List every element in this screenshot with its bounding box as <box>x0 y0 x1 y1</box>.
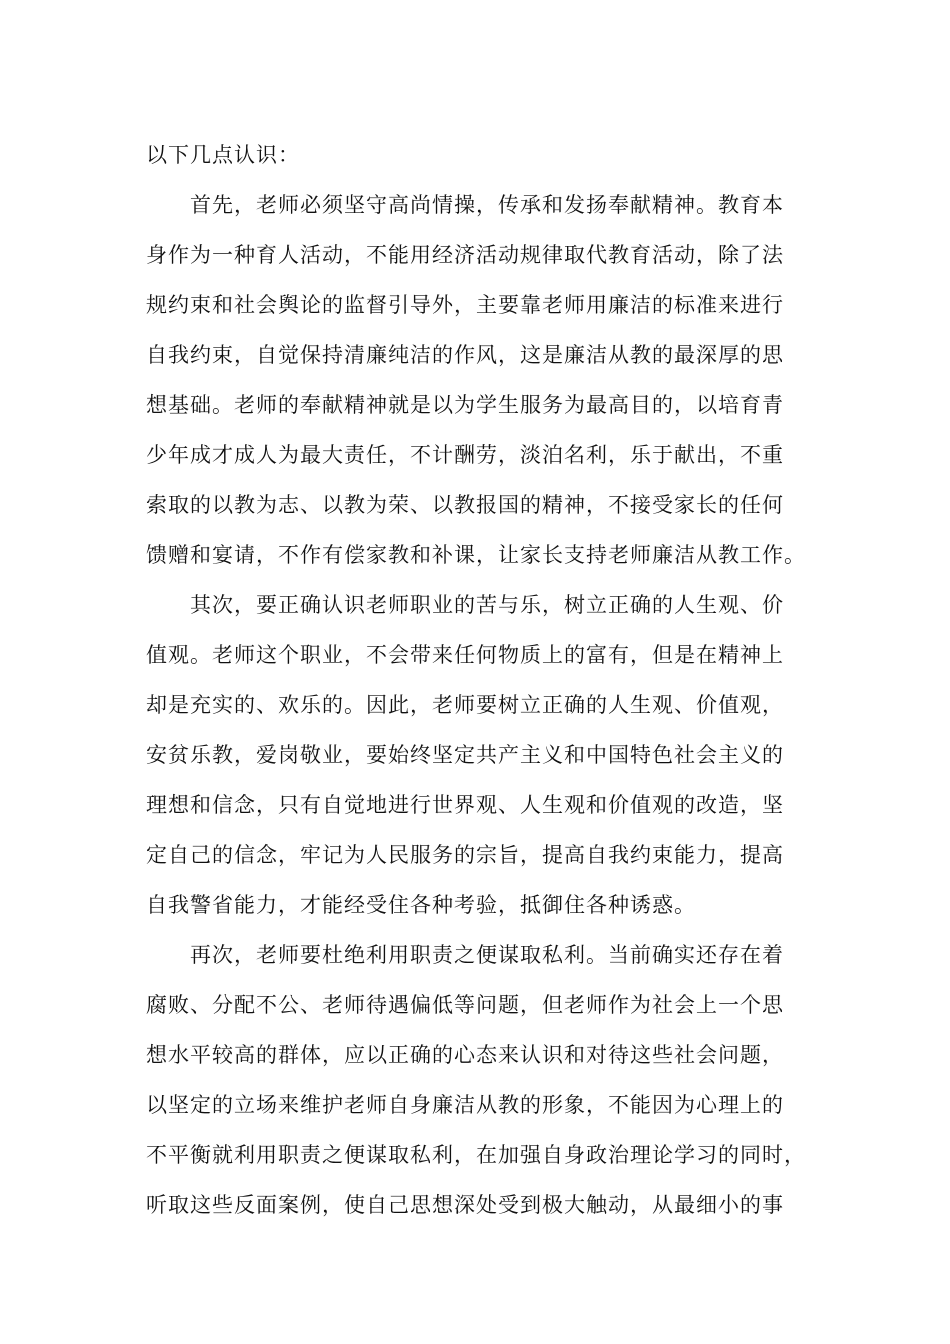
paragraph-start-line: 再次，老师要杜绝利用职责之便谋取私利。当前确实还存在着 <box>190 943 784 967</box>
text-line: 定自己的信念，牢记为人民服务的宗旨，提高自我约束能力，提高 <box>146 843 784 867</box>
text-line: 值观。老师这个职业，不会带来任何物质上的富有，但是在精神上 <box>146 643 784 667</box>
text-line: 听取这些反面案例，使自己思想深处受到极大触动，从最细小的事 <box>146 1193 784 1217</box>
text-line: 自我约束，自觉保持清廉纯洁的作风，这是廉洁从教的最深厚的思 <box>146 343 784 367</box>
text-line: 身作为一种育人活动，不能用经济活动规律取代教育活动，除了法 <box>146 243 784 267</box>
text-line: 以坚定的立场来维护老师自身廉洁从教的形象，不能因为心理上的 <box>146 1093 784 1117</box>
text-line: 想水平较高的群体，应以正确的心态来认识和对待这些社会问题， <box>146 1043 784 1067</box>
text-line: 规约束和社会舆论的监督引导外，主要靠老师用廉洁的标准来进行 <box>146 293 784 317</box>
text-line: 想基础。老师的奉献精神就是以为学生服务为最高目的，以培育青 <box>146 393 784 417</box>
text-line: 少年成才成人为最大责任，不计酬劳，淡泊名利，乐于献出，不重 <box>146 443 784 467</box>
text-line: 安贫乐教，爱岗敬业，要始终坚定共产主义和中国特色社会主义的 <box>146 743 784 767</box>
text-line: 理想和信念，只有自觉地进行世界观、人生观和价值观的改造，坚 <box>146 793 784 817</box>
text-line: 索取的以教为志、以教为荣、以教报国的精神，不接受家长的任何 <box>146 493 784 517</box>
text-line: 不平衡就利用职责之便谋取私利，在加强自身政治理论学习的同时， <box>146 1143 806 1167</box>
document-body <box>146 130 826 1230</box>
text-line: 自我警省能力，才能经受住各种考验，抵御住各种诱惑。 <box>146 893 696 917</box>
text-line: 腐败、分配不公、老师待遇偏低等问题，但老师作为社会上一个思 <box>146 993 784 1017</box>
text-line: 以下几点认识： <box>146 143 300 167</box>
paragraph-start-line: 其次，要正确认识老师职业的苦与乐，树立正确的人生观、价 <box>190 593 784 617</box>
paragraph-start-line: 首先，老师必须坚守高尚情操，传承和发扬奉献精神。教育本 <box>190 193 784 217</box>
text-line: 却是充实的、欢乐的。因此，老师要树立正确的人生观、价值观， <box>146 693 784 717</box>
text-line: 馈赠和宴请，不作有偿家教和补课，让家长支持老师廉洁从教工作。 <box>146 543 806 567</box>
